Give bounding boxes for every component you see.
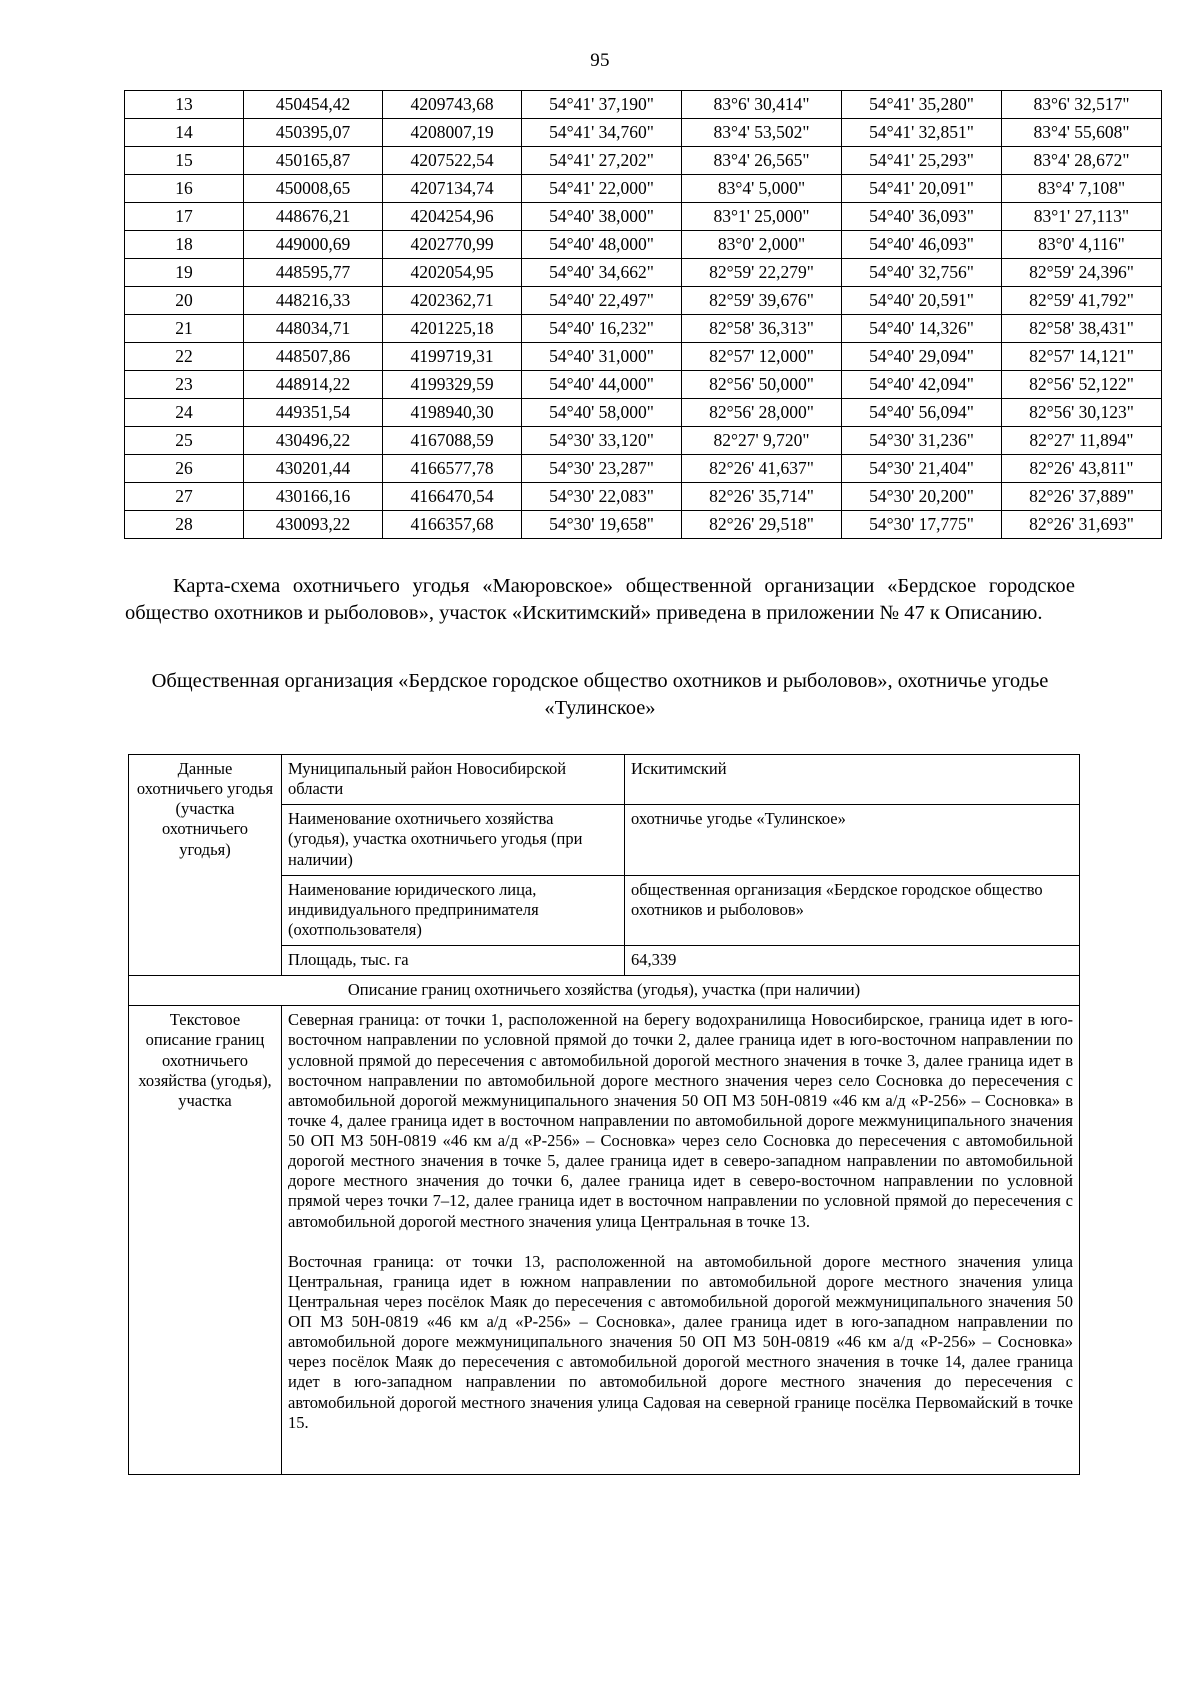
cell-point-number: 24 [125,399,244,427]
cell-point-number: 16 [125,175,244,203]
cell-y: 4202054,95 [383,259,522,287]
cell-x: 450008,65 [244,175,383,203]
table-row [125,371,1162,399]
page-number: 95 [590,50,610,71]
cell-longitude-end: 83°1' 27,113" [1002,203,1162,231]
cell-y: 4207134,74 [383,175,522,203]
cell-longitude-end: 82°58' 38,431" [1002,315,1162,343]
cell-longitude-start: 83°1' 25,000" [682,203,842,231]
cell-longitude-end: 82°56' 52,122" [1002,371,1162,399]
cell-latitude-start: 54°40' 22,497" [522,287,682,315]
table-row [125,343,1162,371]
cell-x: 450454,42 [244,91,383,119]
boundaries-description [282,1006,1080,1475]
cell-latitude-start: 54°40' 44,000" [522,371,682,399]
cell-point-number: 15 [125,147,244,175]
cell-y: 4166357,68 [383,511,522,539]
cell-x: 430496,22 [244,427,383,455]
cell-point-number: 23 [125,371,244,399]
coordinates-table-body [125,91,1162,539]
cell-latitude-end: 54°40' 56,094" [842,399,1002,427]
cell-longitude-end: 83°4' 7,108" [1002,175,1162,203]
cell-x: 448595,77 [244,259,383,287]
cell-longitude-start: 82°26' 29,518" [682,511,842,539]
cell-point-number: 26 [125,455,244,483]
cell-y: 4208007,19 [383,119,522,147]
description-label: Текстовое описание границ охотничьего хозяйства (угодья), участка [129,1006,282,1475]
value-area: 64,339 [625,946,1080,976]
cell-latitude-end: 54°41' 32,851" [842,119,1002,147]
cell-longitude-end: 82°27' 11,894" [1002,427,1162,455]
cell-x: 448676,21 [244,203,383,231]
cell-y: 4199329,59 [383,371,522,399]
cell-latitude-start: 54°40' 16,232" [522,315,682,343]
cell-latitude-start: 54°41' 27,202" [522,147,682,175]
table-row [125,147,1162,175]
cell-latitude-end: 54°41' 25,293" [842,147,1002,175]
field-ground-name: Наименование охотничьего хозяйства (угодья), участка охотничьего угодья (при наличии) [282,805,625,875]
cell-latitude-start: 54°40' 38,000" [522,203,682,231]
cell-point-number: 27 [125,483,244,511]
cell-longitude-start: 82°26' 41,637" [682,455,842,483]
cell-longitude-end: 83°4' 55,608" [1002,119,1162,147]
cell-y: 4202362,71 [383,287,522,315]
cell-y: 4166470,54 [383,483,522,511]
table-row [129,976,1080,1006]
cell-latitude-end: 54°41' 20,091" [842,175,1002,203]
cell-latitude-start: 54°40' 34,662" [522,259,682,287]
value-legal-entity: общественная организация «Бердское городское общество охотников и рыболовов» [625,875,1080,945]
cell-point-number: 18 [125,231,244,259]
cell-longitude-end: 82°26' 37,889" [1002,483,1162,511]
cell-latitude-start: 54°41' 22,000" [522,175,682,203]
cell-x: 430166,16 [244,483,383,511]
boundary-paragraph-north: Северная граница: от точки 1, расположенной на берегу водохранилища Новосибирское, граница идет в юго-восточном направлении по условной прямой до точки 2, далее граница идет в юго-восточном направлении по условной прямой до пересечения с автомобильной дорогой местного значения в точке 3, далее граница идет в восточном направлении по автомобильной дороге местного значения через село Сосновка до пересечения с автомобильной дорогой межмуниципального значения 50 ОП МЗ 50Н-0819 «46 км а/д «Р-256» – Сосновка» в точке 4, далее граница идет в восточном направлении по автомобильной дороге межмуниципального значения 50 ОП МЗ 50Н-0819 «46 км а/д «Р-256» – Сосновка» через село Сосновка до пересечения с автомобильной дорогой местного значения в точке 5, далее граница идет в северо-западном направлении по автомобильной дороге местного значения до точки 6, далее граница идет в северо-восточном направлении по условной прямой через точки 7–12, далее граница идет в восточном направлении по условной прямой до пересечения с автомобильной дорогой местного значения улица Центральная в точке 13. [288,1010,1073,1231]
map-reference-paragraph: Карта-схема охотничьего угодья «Маюровское» общественной организации «Бердское городское общество охотников и рыболовов», участок «Искитимский» приведена в приложении № 47 к Описанию. [125,575,1075,625]
table-row [125,91,1162,119]
table-row [125,511,1162,539]
cell-latitude-end: 54°40' 36,093" [842,203,1002,231]
cell-latitude-end: 54°40' 42,094" [842,371,1002,399]
hunting-ground-info-table [128,754,1080,1475]
field-area: Площадь, тыс. га [282,946,625,976]
cell-longitude-start: 83°6' 30,414" [682,91,842,119]
field-legal-entity: Наименование юридического лица, индивидуального предпринимателя (охотпользователя) [282,875,625,945]
cell-point-number: 22 [125,343,244,371]
cell-y: 4201225,18 [383,315,522,343]
field-municipal-district: Муниципальный район Новосибирской области [282,755,625,805]
cell-latitude-end: 54°40' 20,591" [842,287,1002,315]
cell-y: 4199719,31 [383,343,522,371]
cell-latitude-end: 54°41' 35,280" [842,91,1002,119]
cell-latitude-end: 54°40' 32,756" [842,259,1002,287]
cell-x: 448507,86 [244,343,383,371]
cell-latitude-end: 54°30' 21,404" [842,455,1002,483]
table-row [125,483,1162,511]
table-row [125,259,1162,287]
cell-point-number: 28 [125,511,244,539]
cell-longitude-start: 83°4' 5,000" [682,175,842,203]
cell-point-number: 20 [125,287,244,315]
cell-y: 4198940,30 [383,399,522,427]
cell-x: 450395,07 [244,119,383,147]
cell-y: 4204254,96 [383,203,522,231]
value-ground-name: охотничье угодье «Тулинское» [625,805,1080,875]
cell-latitude-start: 54°41' 34,760" [522,119,682,147]
cell-latitude-end: 54°30' 31,236" [842,427,1002,455]
cell-x: 430201,44 [244,455,383,483]
cell-y: 4202770,99 [383,231,522,259]
cell-point-number: 13 [125,91,244,119]
cell-latitude-start: 54°41' 37,190" [522,91,682,119]
cell-longitude-start: 83°4' 53,502" [682,119,842,147]
cell-x: 448034,71 [244,315,383,343]
cell-x: 450165,87 [244,147,383,175]
cell-longitude-end: 83°4' 28,672" [1002,147,1162,175]
table-row [125,175,1162,203]
cell-latitude-start: 54°40' 31,000" [522,343,682,371]
table-row [125,427,1162,455]
data-group-label: Данные охотничьего угодья (участка охотничьего угодья) [129,755,282,976]
cell-x: 448914,22 [244,371,383,399]
table-row [125,119,1162,147]
cell-longitude-start: 82°59' 22,279" [682,259,842,287]
cell-point-number: 21 [125,315,244,343]
cell-longitude-start: 83°4' 26,565" [682,147,842,175]
cell-y: 4166577,78 [383,455,522,483]
boundary-paragraph-east: Восточная граница: от точки 13, расположенной на автомобильной дороге местного значения улица Центральная, граница идет в южном направлении по автомобильной дороге местного значения улица Центральная через посёлок Маяк до пересечения с автомобильной дорогой межмуниципального значения 50 ОП МЗ 50Н-0819 «46 км а/д «Р-256» – Сосновка», далее граница идет в юго-западном направлении по автомобильной дороге межмуниципального значения 50 ОП МЗ 50Н-0819 «46 км а/д «Р-256» – Сосновка» через посёлок Маяк до пересечения с автомобильной дорогой местного значения в точке 14, далее граница идет в юго-западном направлении по автомобильной дороге местного значения до пересечения с автомобильной дорогой местного значения улица Садовая на северной границе посёлка Первомайский в точке 15. [288,1251,1073,1432]
cell-latitude-start: 54°30' 22,083" [522,483,682,511]
cell-point-number: 14 [125,119,244,147]
cell-longitude-start: 82°56' 28,000" [682,399,842,427]
cell-longitude-start: 82°26' 35,714" [682,483,842,511]
value-municipal-district: Искитимский [625,755,1080,805]
table-row [125,287,1162,315]
table-row [129,1006,1080,1475]
cell-y: 4167088,59 [383,427,522,455]
table-row [125,455,1162,483]
cell-latitude-start: 54°40' 58,000" [522,399,682,427]
cell-x: 449000,69 [244,231,383,259]
cell-longitude-end: 82°26' 43,811" [1002,455,1162,483]
cell-longitude-end: 82°26' 31,693" [1002,511,1162,539]
table-row [125,315,1162,343]
cell-point-number: 17 [125,203,244,231]
cell-latitude-start: 54°30' 33,120" [522,427,682,455]
cell-latitude-start: 54°30' 23,287" [522,455,682,483]
cell-y: 4209743,68 [383,91,522,119]
cell-longitude-end: 82°57' 14,121" [1002,343,1162,371]
cell-latitude-end: 54°30' 17,775" [842,511,1002,539]
cell-latitude-end: 54°40' 46,093" [842,231,1002,259]
table-row [125,231,1162,259]
boundaries-section-header: Описание границ охотничьего хозяйства (угодья), участка (при наличии) [129,976,1080,1006]
cell-longitude-start: 83°0' 2,000" [682,231,842,259]
cell-latitude-start: 54°30' 19,658" [522,511,682,539]
section-heading: Общественная организация «Бердское городское общество охотников и рыболовов», охотничье угодье «Тулинское» [151,669,1049,719]
cell-latitude-end: 54°40' 29,094" [842,343,1002,371]
cell-x: 449351,54 [244,399,383,427]
cell-latitude-end: 54°30' 20,200" [842,483,1002,511]
cell-point-number: 19 [125,259,244,287]
cell-point-number: 25 [125,427,244,455]
cell-x: 430093,22 [244,511,383,539]
cell-longitude-start: 82°58' 36,313" [682,315,842,343]
cell-latitude-end: 54°40' 14,326" [842,315,1002,343]
coordinates-table [124,90,1162,539]
description-bottom-spacer [288,1433,1073,1469]
cell-longitude-start: 82°27' 9,720" [682,427,842,455]
cell-longitude-end: 82°56' 30,123" [1002,399,1162,427]
cell-longitude-start: 82°59' 39,676" [682,287,842,315]
cell-x: 448216,33 [244,287,383,315]
cell-y: 4207522,54 [383,147,522,175]
table-row [129,755,1080,805]
cell-longitude-end: 82°59' 24,396" [1002,259,1162,287]
cell-longitude-end: 83°0' 4,116" [1002,231,1162,259]
cell-longitude-end: 83°6' 32,517" [1002,91,1162,119]
cell-longitude-start: 82°57' 12,000" [682,343,842,371]
table-row [125,203,1162,231]
cell-latitude-start: 54°40' 48,000" [522,231,682,259]
cell-longitude-end: 82°59' 41,792" [1002,287,1162,315]
cell-longitude-start: 82°56' 50,000" [682,371,842,399]
table-row [125,399,1162,427]
